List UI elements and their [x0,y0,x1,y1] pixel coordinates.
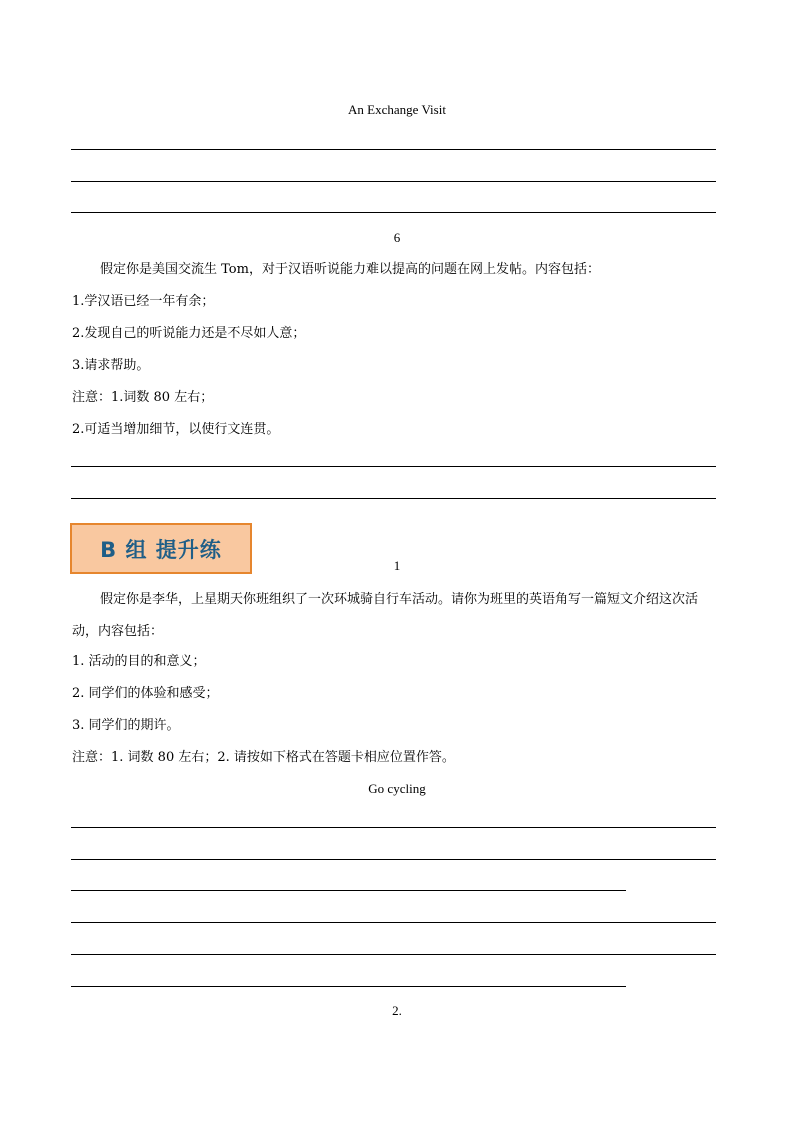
task-prompt: 假定你是美国交流生 Tom，对于汉语听说能力难以提高的问题在网上发帖。内容包括： [100,262,600,277]
note: 注意：1.词数 80 左右； [72,390,214,405]
writing-line [71,466,716,467]
content-point: 2. 同学们的体验和感受； [72,686,219,701]
content-point: 1. 活动的目的和意义； [72,654,206,669]
question-number: 2. [392,1003,402,1018]
task-prompt: 假定你是李华，上星期天你班组织了一次环城骑自行车活动。请你为班里的英语角写一篇短文介绍这次活动，内容包括： [72,592,699,639]
question-number: 1 [393,558,401,573]
essay-title: An Exchange Visit [348,102,446,117]
writing-line [71,498,716,499]
writing-line [71,859,716,860]
writing-line [71,149,716,150]
content-point: 1.学汉语已经一年有余； [72,294,215,309]
writing-line [71,890,626,891]
content-point: 3.请求帮助。 [72,358,150,373]
writing-line [71,954,716,955]
note: 2.可适当增加细节，以使行文连贯。 [72,422,280,437]
writing-line [71,986,626,987]
content-point: 3. 同学们的期许。 [72,718,180,733]
note: 注意：1. 词数 80 左右；2. 请按如下格式在答题卡相应位置作答。 [72,750,455,765]
writing-line [71,181,716,182]
writing-line [71,922,716,923]
content-point: 2.发现自己的听说能力还是不尽如人意； [72,326,306,341]
section-title: B 组 提升练 [100,537,222,562]
writing-line [71,212,716,213]
question-number: 6 [393,230,401,245]
essay-title: Go cycling [368,781,426,796]
writing-line [71,827,716,828]
